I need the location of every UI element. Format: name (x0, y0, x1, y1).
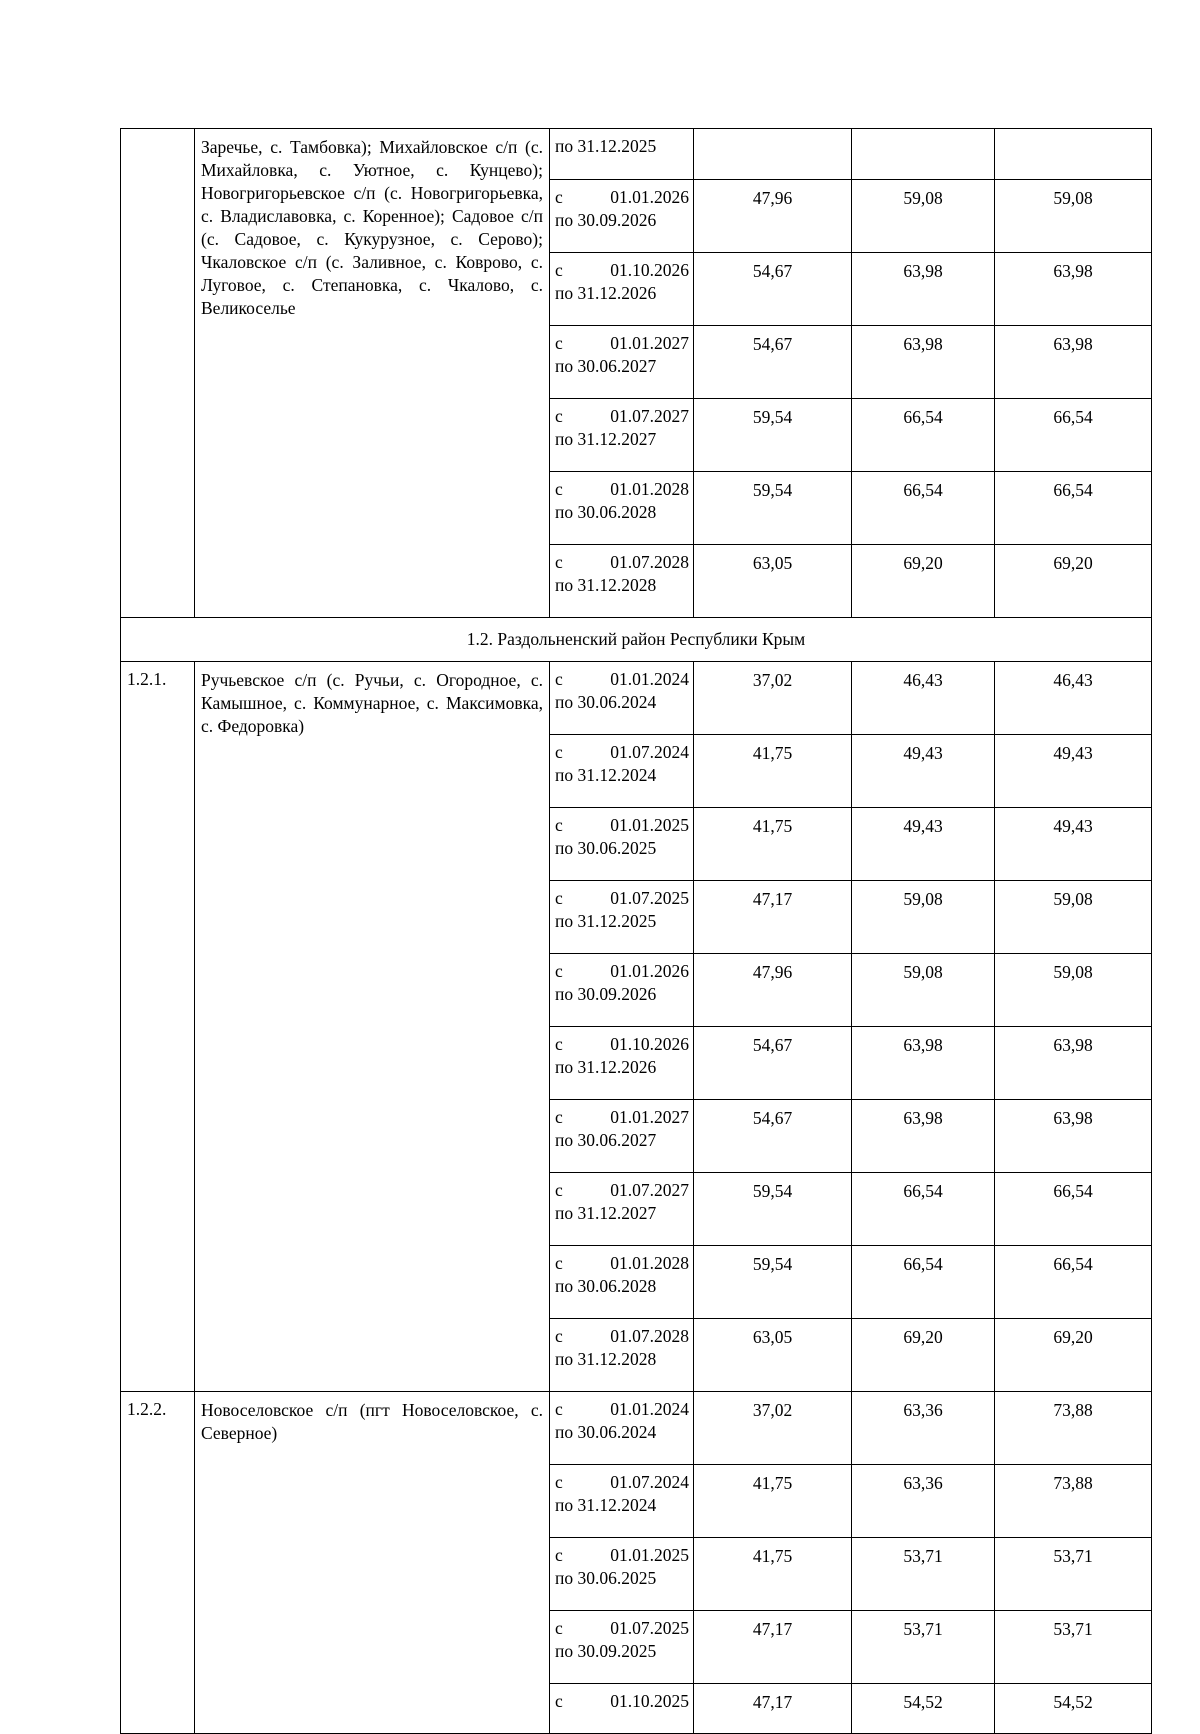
period-start-date: 01.01.2028 (610, 1253, 689, 1273)
period-end-date: по 31.12.2024 (555, 765, 657, 785)
period-from-label: с (555, 669, 563, 689)
period-cell (550, 954, 694, 1027)
tariff-value-col3: 59,08 (995, 954, 1152, 1027)
table-row (121, 1392, 1152, 1465)
tariff-value-col1: 37,02 (694, 662, 852, 735)
period-from-line (555, 1471, 689, 1494)
tariff-value-col2: 54,52 (852, 1684, 995, 1734)
tariff-value-col2: 46,43 (852, 662, 995, 735)
period-end-date: по 31.12.2026 (555, 283, 657, 303)
period-end-date: по 31.12.2027 (555, 429, 657, 449)
period-from-label: с (555, 1472, 563, 1492)
tariff-value-col2: 63,98 (852, 1027, 995, 1100)
period-from-line (555, 1252, 689, 1275)
period-from-label: с (555, 1107, 563, 1127)
tariff-value-col1: 47,17 (694, 1684, 852, 1734)
period-start-date: 01.01.2025 (610, 815, 689, 835)
period-from-line (555, 186, 689, 209)
period-end-date: по 30.06.2024 (555, 1422, 657, 1442)
period-start-date: 01.10.2025 (610, 1691, 689, 1711)
tariff-value-col1: 41,75 (694, 808, 852, 881)
period-from-label: с (555, 961, 563, 981)
period-end-date: по 31.12.2028 (555, 575, 657, 595)
period-cell (550, 1465, 694, 1538)
tariff-value-col1: 37,02 (694, 1392, 852, 1465)
tariff-value-col2: 53,71 (852, 1611, 995, 1684)
tariff-value-col3: 46,43 (995, 662, 1152, 735)
tariff-value-col2: 63,36 (852, 1392, 995, 1465)
period-cell (550, 253, 694, 326)
period-start-date: 01.01.2024 (610, 669, 689, 689)
period-from-label: с (555, 1326, 563, 1346)
tariff-value-col3: 73,88 (995, 1392, 1152, 1465)
period-cell (550, 129, 694, 180)
period-cell (550, 1100, 694, 1173)
tariff-value-col3: 59,08 (995, 881, 1152, 954)
period-start-date: 01.01.2027 (610, 1107, 689, 1127)
period-from-label: с (555, 552, 563, 572)
tariff-value-col2: 59,08 (852, 180, 995, 253)
period-from-line (555, 741, 689, 764)
tariff-value-col2: 63,98 (852, 326, 995, 399)
period-from-line (555, 332, 689, 355)
period-from-label: с (555, 333, 563, 353)
period-end-date: по 31.12.2026 (555, 1057, 657, 1077)
tariff-value-col3: 66,54 (995, 1173, 1152, 1246)
tariff-value-col1: 41,75 (694, 735, 852, 808)
period-from-line (555, 960, 689, 983)
tariff-value-col1: 59,54 (694, 399, 852, 472)
tariff-value-col3: 66,54 (995, 472, 1152, 545)
tariff-value-col3: 63,98 (995, 1027, 1152, 1100)
period-end-date: по 31.12.2027 (555, 1203, 657, 1223)
period-cell (550, 180, 694, 253)
tariff-value-col1: 54,67 (694, 326, 852, 399)
period-cell (550, 1319, 694, 1392)
tariff-value-col3: 53,71 (995, 1611, 1152, 1684)
period-from-line (555, 259, 689, 282)
tariff-value-col3: 49,43 (995, 808, 1152, 881)
item-number-cell: 1.2.1. (121, 662, 195, 1392)
section-title: 1.2. Раздольненский район Республики Крым (121, 618, 1152, 662)
tariff-value-col1 (694, 129, 852, 180)
period-start-date: 01.07.2024 (610, 742, 689, 762)
tariff-value-col1: 63,05 (694, 1319, 852, 1392)
period-from-label: с (555, 1034, 563, 1054)
period-from-line (555, 814, 689, 837)
period-end-date: по 30.09.2025 (555, 1641, 657, 1661)
settlement-description-cell: Ручьевское с/п (с. Ручьи, с. Огородное, с. Камышное, с. Коммунарное, с. Максимовка, с. Федоровка) (195, 662, 550, 1392)
tariff-table-body (121, 129, 1152, 1734)
period-end-date: по 30.09.2026 (555, 984, 657, 1004)
tariff-value-col3: 54,52 (995, 1684, 1152, 1734)
period-start-date: 01.01.2028 (610, 479, 689, 499)
period-from-line (555, 405, 689, 428)
period-start-date: 01.10.2026 (610, 260, 689, 280)
period-start-date: 01.07.2025 (610, 1618, 689, 1638)
tariff-value-col2: 63,98 (852, 253, 995, 326)
tariff-value-col2: 49,43 (852, 735, 995, 808)
period-cell (550, 1538, 694, 1611)
period-end-date: по 31.12.2025 (555, 136, 657, 156)
period-start-date: 01.01.2026 (610, 187, 689, 207)
period-from-line (555, 1544, 689, 1567)
tariff-value-col3: 63,98 (995, 253, 1152, 326)
period-cell (550, 1173, 694, 1246)
period-end-date: по 30.06.2025 (555, 1568, 657, 1588)
period-start-date: 01.07.2024 (610, 1472, 689, 1492)
tariff-value-col2: 66,54 (852, 472, 995, 545)
period-cell (550, 545, 694, 618)
tariff-value-col3: 69,20 (995, 1319, 1152, 1392)
table-row (121, 129, 1152, 180)
period-cell (550, 399, 694, 472)
item-number-cell (121, 129, 195, 618)
period-from-label: с (555, 742, 563, 762)
tariff-value-col2: 49,43 (852, 808, 995, 881)
period-from-line (555, 1106, 689, 1129)
tariff-value-col2: 59,08 (852, 881, 995, 954)
tariff-value-col1: 54,67 (694, 1100, 852, 1173)
period-start-date: 01.01.2027 (610, 333, 689, 353)
tariff-value-col2: 66,54 (852, 1246, 995, 1319)
period-from-line (555, 1033, 689, 1056)
tariff-value-col1: 59,54 (694, 1173, 852, 1246)
period-from-line (555, 887, 689, 910)
period-from-label: с (555, 406, 563, 426)
period-start-date: 01.07.2027 (610, 1180, 689, 1200)
period-from-line (555, 478, 689, 501)
period-end-date: по 30.06.2028 (555, 502, 657, 522)
tariff-value-col1: 41,75 (694, 1538, 852, 1611)
period-start-date: 01.07.2028 (610, 552, 689, 572)
period-end-date: по 31.12.2028 (555, 1349, 657, 1369)
period-cell (550, 1684, 694, 1734)
period-end-date: по 30.06.2024 (555, 692, 657, 712)
settlement-description-cell: Заречье, с. Тамбовка); Михайловское с/п (с. Михайловка, с. Уютное, с. Кунцево); Новогригорьевское с/п (с. Новогригорьевка, с. Владиславовка, с. Коренное); Садовое с/п (с. Садовое, с. Кукурузное, с. Серово); Чкаловское с/п (с. Заливное, с. Коврово, с. Луговое, с. Степановка, с. Чкалово, с. Великоселье (195, 129, 550, 618)
period-start-date: 01.07.2027 (610, 406, 689, 426)
period-end-date: по 31.12.2025 (555, 911, 657, 931)
period-cell (550, 1027, 694, 1100)
tariff-value-col2: 66,54 (852, 399, 995, 472)
tariff-value-col1: 63,05 (694, 545, 852, 618)
period-from-label: с (555, 1691, 563, 1711)
tariff-value-col2: 69,20 (852, 545, 995, 618)
tariff-value-col3 (995, 129, 1152, 180)
period-start-date: 01.01.2025 (610, 1545, 689, 1565)
period-cell (550, 472, 694, 545)
tariff-value-col2: 59,08 (852, 954, 995, 1027)
period-end-date: по 30.06.2028 (555, 1276, 657, 1296)
tariff-value-col2 (852, 129, 995, 180)
period-end-date: по 30.06.2027 (555, 356, 657, 376)
period-from-label: с (555, 260, 563, 280)
tariff-value-col3: 49,43 (995, 735, 1152, 808)
period-cell (550, 735, 694, 808)
period-from-line (555, 1617, 689, 1640)
period-from-line (555, 668, 689, 691)
period-from-label: с (555, 1399, 563, 1419)
tariff-value-col2: 53,71 (852, 1538, 995, 1611)
table-row (121, 662, 1152, 735)
period-cell (550, 1246, 694, 1319)
period-from-label: с (555, 888, 563, 908)
period-end-date: по 31.12.2024 (555, 1495, 657, 1515)
section-header-row (121, 618, 1152, 662)
tariff-table (120, 128, 1152, 1734)
period-from-label: с (555, 1180, 563, 1200)
period-from-line (555, 1690, 689, 1713)
period-cell (550, 808, 694, 881)
settlement-description-cell: Новоселовское с/п (пгт Новоселовское, с. Северное) (195, 1392, 550, 1734)
tariff-value-col2: 69,20 (852, 1319, 995, 1392)
period-from-line (555, 1325, 689, 1348)
period-cell (550, 1392, 694, 1465)
period-end-date: по 30.09.2026 (555, 210, 657, 230)
tariff-value-col1: 47,96 (694, 180, 852, 253)
period-from-label: с (555, 1618, 563, 1638)
tariff-value-col1: 54,67 (694, 1027, 852, 1100)
period-cell (550, 662, 694, 735)
tariff-value-col2: 63,98 (852, 1100, 995, 1173)
period-from-label: с (555, 1253, 563, 1273)
period-start-date: 01.01.2026 (610, 961, 689, 981)
period-from-label: с (555, 815, 563, 835)
period-from-label: с (555, 479, 563, 499)
tariff-value-col1: 47,17 (694, 881, 852, 954)
period-start-date: 01.07.2028 (610, 1326, 689, 1346)
period-end-date: по 30.06.2027 (555, 1130, 657, 1150)
tariff-value-col3: 66,54 (995, 1246, 1152, 1319)
tariff-value-col3: 69,20 (995, 545, 1152, 618)
tariff-value-col1: 54,67 (694, 253, 852, 326)
tariff-value-col3: 66,54 (995, 399, 1152, 472)
tariff-value-col1: 59,54 (694, 472, 852, 545)
tariff-value-col3: 53,71 (995, 1538, 1152, 1611)
tariff-value-col1: 41,75 (694, 1465, 852, 1538)
period-cell (550, 1611, 694, 1684)
tariff-value-col1: 47,17 (694, 1611, 852, 1684)
period-start-date: 01.10.2026 (610, 1034, 689, 1054)
tariff-value-col3: 63,98 (995, 326, 1152, 399)
period-from-line (555, 551, 689, 574)
period-start-date: 01.01.2024 (610, 1399, 689, 1419)
item-number-cell: 1.2.2. (121, 1392, 195, 1734)
period-from-line (555, 1179, 689, 1202)
tariff-value-col2: 63,36 (852, 1465, 995, 1538)
tariff-value-col1: 59,54 (694, 1246, 852, 1319)
period-cell (550, 881, 694, 954)
tariff-value-col3: 59,08 (995, 180, 1152, 253)
period-from-label: с (555, 1545, 563, 1565)
tariff-value-col1: 47,96 (694, 954, 852, 1027)
period-start-date: 01.07.2025 (610, 888, 689, 908)
period-cell (550, 326, 694, 399)
period-end-date: по 30.06.2025 (555, 838, 657, 858)
period-from-line (555, 1398, 689, 1421)
tariff-value-col2: 66,54 (852, 1173, 995, 1246)
tariff-value-col3: 63,98 (995, 1100, 1152, 1173)
period-from-label: с (555, 187, 563, 207)
tariff-value-col3: 73,88 (995, 1465, 1152, 1538)
